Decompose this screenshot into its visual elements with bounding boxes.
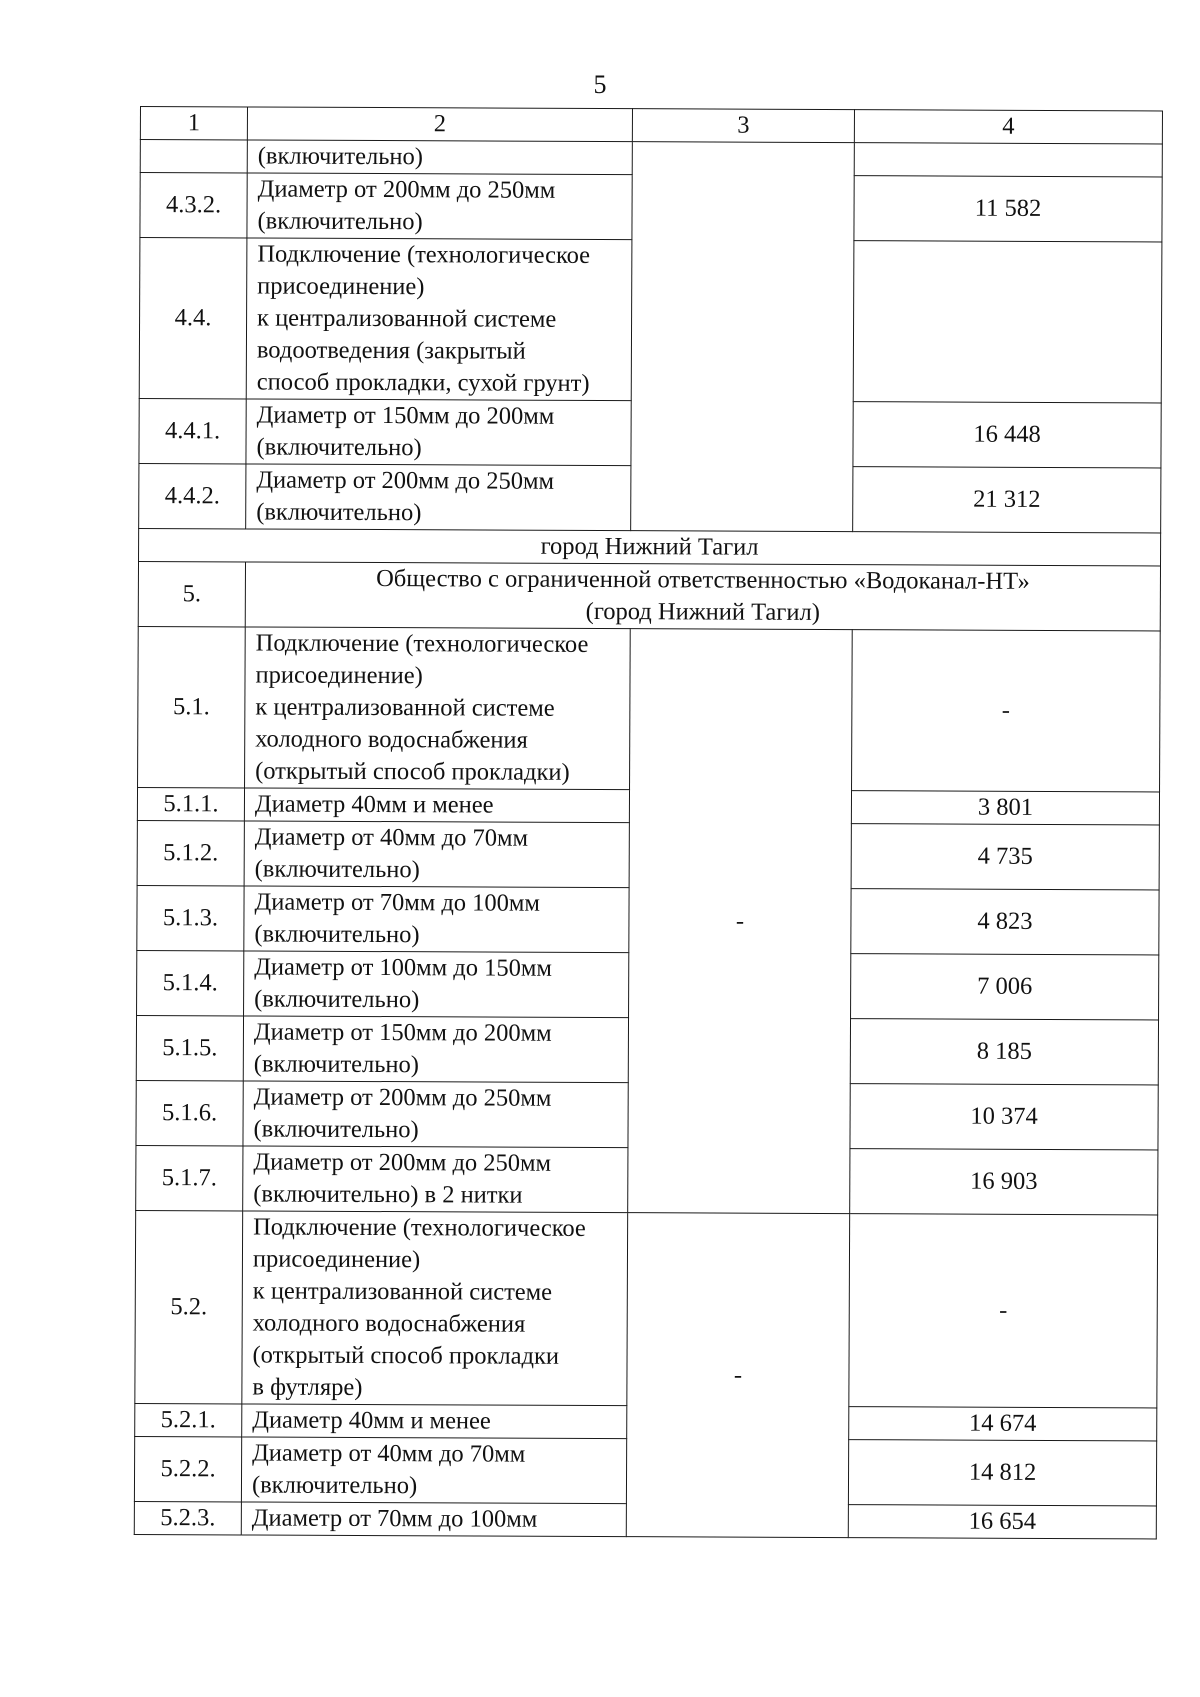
row-number: 4.4.1.: [139, 398, 246, 463]
row-description: Подключение (технологическое присоединение) к централизованной системе холодного водоснабжения (открытый способ прокладки в футляре): [242, 1211, 628, 1406]
row-number: 5.1.: [138, 626, 246, 787]
row-number: 5.: [138, 561, 245, 626]
row-description: Диаметр от 200мм до 250мм (включительно): [247, 173, 632, 240]
row-number: 5.1.6.: [136, 1080, 243, 1145]
row-number: 5.1.7.: [136, 1145, 243, 1210]
city-row: [139, 528, 1161, 565]
row-value: -: [852, 630, 1161, 792]
row-number: 5.1.2.: [137, 820, 244, 885]
column-3-merged-cell: [631, 142, 855, 532]
row-description: Диаметр от 100мм до 150мм (включительно): [244, 951, 629, 1018]
row-number: 4.4.2.: [139, 463, 246, 528]
row-value: 14 674: [849, 1407, 1157, 1441]
row-description: Диаметр от 70мм до 100мм (включительно): [244, 886, 629, 953]
row-value: [853, 241, 1162, 403]
row-description: Диаметр от 70мм до 100мм: [241, 1502, 626, 1537]
row-description: Диаметр 40мм и менее: [242, 1404, 627, 1439]
row-description: Диаметр от 150мм до 200мм (включительно): [243, 1016, 628, 1083]
row-value: 16 654: [848, 1505, 1156, 1539]
row-number: 5.1.1.: [137, 787, 244, 820]
row-number: 5.2.3.: [134, 1501, 241, 1534]
row-value: 8 185: [850, 1019, 1158, 1085]
row-value: 16 448: [853, 402, 1161, 468]
row-number: 5.1.4.: [137, 950, 244, 1015]
tariff-table: [134, 106, 1163, 1539]
table-header-row: [140, 107, 1162, 144]
row-value: [854, 143, 1162, 177]
row-number: 5.2.1.: [135, 1403, 242, 1436]
table-row: [138, 626, 1161, 791]
row-value: -: [849, 1214, 1158, 1408]
row-number: 5.2.2.: [134, 1436, 241, 1501]
column-header-4: 4: [854, 110, 1162, 144]
row-description: Подключение (технологическое присоединение) к централизованной системе холодного водоснабжения (открытый способ прокладки): [245, 627, 631, 790]
row-value: 10 374: [850, 1084, 1158, 1150]
column-header-1: 1: [140, 107, 247, 140]
row-description: Диаметр от 40мм до 70мм (включительно): [244, 821, 629, 888]
row-number: 5.1.5.: [136, 1015, 243, 1080]
row-value: 4 823: [851, 889, 1159, 955]
table-row: [135, 1210, 1158, 1407]
column-header-2: 2: [247, 107, 632, 142]
row-value: 4 735: [851, 824, 1159, 890]
organization-name: Общество с ограниченной ответственностью «Водоканал-НТ» (город Нижний Тагил): [245, 562, 1160, 631]
row-value: 14 812: [848, 1440, 1156, 1506]
row-value: 7 006: [851, 954, 1159, 1020]
column-3-merged-cell: -: [626, 1213, 849, 1538]
row-description: Диаметр от 200мм до 250мм (включительно): [243, 1081, 628, 1148]
row-value: 21 312: [853, 467, 1161, 533]
tariff-table-wrapper: [140, 106, 1163, 1535]
row-number: [140, 140, 247, 173]
row-value: 16 903: [850, 1149, 1158, 1215]
organization-row: [138, 561, 1160, 630]
row-description: (включительно): [247, 140, 632, 175]
city-name: город Нижний Тагил: [139, 528, 1161, 565]
row-value: 3 801: [851, 791, 1159, 825]
table-row: [140, 140, 1162, 177]
row-description: Диаметр от 200мм до 250мм (включительно): [246, 464, 631, 531]
row-value: 11 582: [854, 176, 1162, 242]
row-description: Подключение (технологическое присоединение) к централизованной системе водоотведения (закрытый способ прокладки, сухой грунт): [246, 238, 632, 401]
row-description: Диаметр от 200мм до 250мм (включительно) в 2 нитки: [243, 1146, 628, 1213]
row-description: Диаметр от 40мм до 70мм (включительно): [241, 1437, 626, 1504]
row-description: Диаметр от 150мм до 200мм (включительно): [246, 399, 631, 466]
row-description: Диаметр 40мм и менее: [244, 788, 629, 823]
row-number: 5.2.: [135, 1210, 243, 1403]
row-number: 5.1.3.: [137, 885, 244, 950]
column-3-merged-cell: -: [628, 629, 853, 1214]
row-number: 4.4.: [139, 238, 247, 399]
page-number: 5: [593, 70, 607, 99]
row-number: 4.3.2.: [140, 173, 247, 238]
column-header-3: 3: [632, 109, 854, 143]
